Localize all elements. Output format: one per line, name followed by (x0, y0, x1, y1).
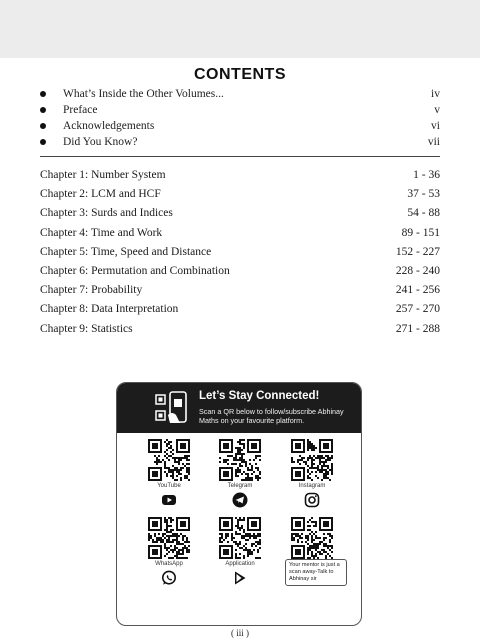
chapter-pages: 1 - 36 (413, 169, 440, 181)
front-matter-label: Did You Know? (63, 136, 138, 148)
chapter-title: Chapter 5: Time, Speed and Distance (40, 245, 212, 258)
front-matter-label: Preface (63, 104, 98, 116)
whatsapp-icon[interactable] (161, 570, 177, 586)
youtube-icon[interactable] (161, 492, 177, 508)
chapter-row (40, 224, 440, 243)
qr-block-mentor (282, 517, 342, 559)
chapter-title: Chapter 9: Statistics (40, 322, 133, 335)
chapter-pages: 241 - 256 (395, 284, 440, 297)
chapter-row (40, 300, 440, 319)
front-matter-label: Acknowledgements (63, 120, 155, 132)
bullet-icon (40, 123, 46, 129)
chapter-title: Chapter 1: Number System (40, 169, 166, 181)
connect-card-subtitle: Scan a QR below to follow/subscribe Abhinay Maths on your favourite platform. (199, 407, 344, 425)
chapter-row (40, 243, 440, 262)
front-matter-page: vii (427, 136, 440, 148)
telegram-icon[interactable] (232, 492, 248, 508)
qr-code[interactable] (219, 517, 261, 559)
qr-block-instagram (282, 439, 342, 508)
front-matter-label: What’s Inside the Other Volumes... (63, 88, 224, 100)
chapter-row (40, 185, 440, 204)
platform-label: Application (225, 561, 255, 567)
qr-block-whatsapp (139, 517, 199, 586)
qr-block-youtube (139, 439, 199, 508)
chapter-row (40, 320, 440, 339)
section-divider (40, 156, 440, 157)
chapter-title: Chapter 8: Data Interpretation (40, 303, 179, 316)
qr-code[interactable] (148, 439, 190, 481)
connect-card (116, 382, 362, 626)
chapter-row (40, 281, 440, 300)
instagram-icon[interactable] (304, 492, 320, 508)
qr-block-application (210, 517, 270, 586)
platform-label: WhatsApp (155, 561, 183, 567)
front-matter-item (40, 102, 440, 118)
chapter-pages: 152 - 227 (395, 245, 440, 258)
chapter-pages: 54 - 88 (407, 207, 440, 220)
front-matter-list (40, 86, 440, 150)
qr-block-telegram (210, 439, 270, 508)
front-matter-page: v (434, 104, 440, 116)
qr-code[interactable] (291, 517, 333, 559)
qr-code[interactable] (148, 517, 190, 559)
chapter-pages: 271 - 288 (395, 322, 440, 335)
front-matter-page: iv (431, 88, 440, 100)
platform-label: Instagram (298, 483, 326, 489)
connect-card-title: Let’s Stay Connected! (199, 390, 320, 402)
chapter-title: Chapter 3: Surds and Indices (40, 207, 173, 220)
chapter-title: Chapter 7: Probability (40, 284, 143, 297)
bullet-icon (40, 139, 46, 145)
chapter-title: Chapter 6: Permutation and Combination (40, 264, 230, 277)
front-matter-page: vi (431, 120, 440, 132)
chapter-row (40, 262, 440, 281)
bullet-icon (40, 107, 46, 113)
chapter-pages: 37 - 53 (407, 188, 440, 201)
play-store-icon[interactable] (232, 570, 248, 586)
chapter-pages: 228 - 240 (395, 264, 440, 277)
chapter-row (40, 204, 440, 223)
front-matter-item (40, 86, 440, 102)
platform-label: Telegram (227, 483, 253, 489)
front-matter-item (40, 134, 440, 150)
qr-code[interactable] (219, 439, 261, 481)
page-title: CONTENTS (194, 66, 286, 83)
platform-label: YouTube (157, 483, 181, 489)
page-number: ( iii ) (231, 628, 249, 638)
chapter-pages: 89 - 151 (401, 226, 440, 239)
chapter-list (40, 166, 440, 339)
chapter-title: Chapter 4: Time and Work (40, 226, 163, 239)
chapter-row (40, 166, 440, 185)
front-matter-item (40, 118, 440, 134)
mentor-note: Your mentor is just a scan away-Talk to Abhinay sir (285, 559, 347, 586)
top-band (0, 0, 480, 58)
chapter-pages: 257 - 270 (395, 303, 440, 316)
chapter-title: Chapter 2: LCM and HCF (40, 188, 161, 201)
bullet-icon (40, 91, 46, 97)
qr-code[interactable] (291, 439, 333, 481)
connect-card-header (117, 383, 361, 433)
phone-qr-icon (155, 391, 189, 427)
